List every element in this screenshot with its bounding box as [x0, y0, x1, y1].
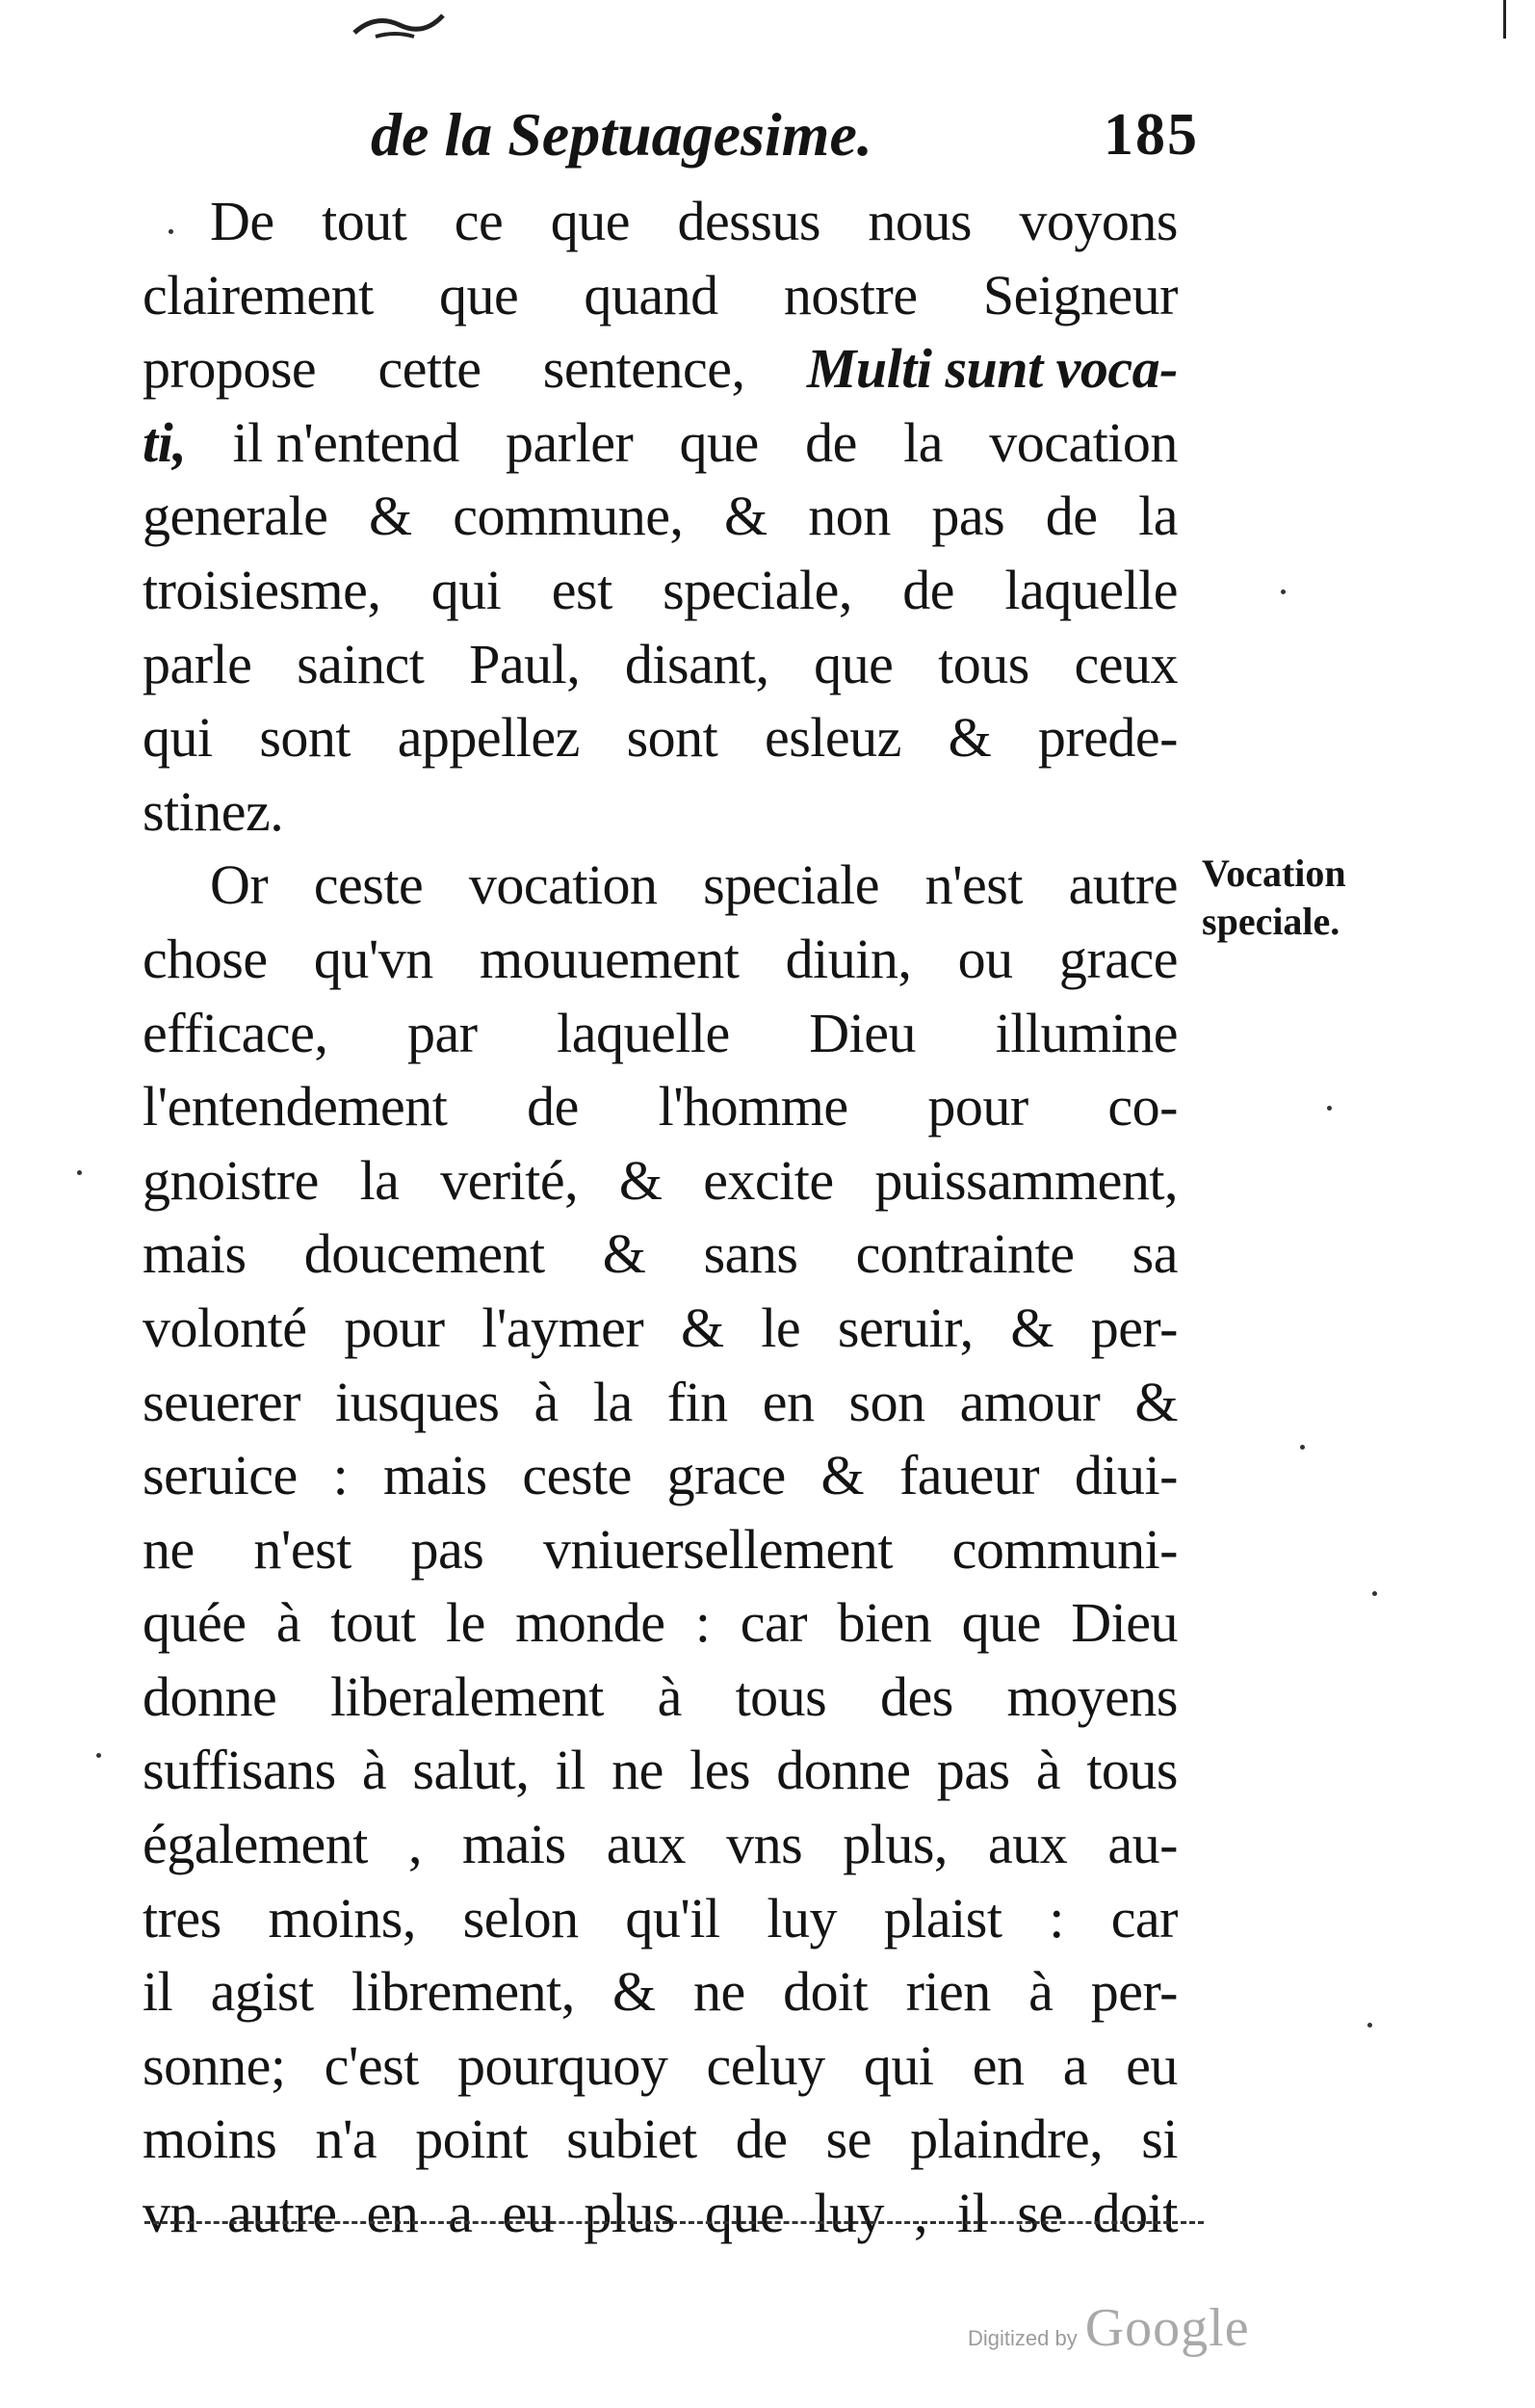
ink-speck [1372, 1591, 1377, 1596]
word: , [407, 1813, 422, 1876]
word: donne [143, 1664, 277, 1728]
word: puissamment, [874, 1148, 1178, 1212]
word: nous [868, 190, 972, 252]
word: laquelle [1004, 558, 1178, 621]
word: que [438, 263, 519, 327]
text-line [143, 185, 1178, 259]
word: à [361, 1739, 387, 1802]
word: bien [837, 1591, 932, 1655]
word: que [814, 632, 894, 695]
word: Multi sunt voca- [806, 337, 1178, 401]
word: se [1017, 2182, 1063, 2245]
word: Paul, [469, 632, 581, 695]
word: clairement [143, 263, 374, 327]
word: pas [931, 484, 1005, 548]
text-line [143, 406, 1178, 481]
word: tous [735, 1664, 827, 1728]
word: contrainte [855, 1222, 1075, 1286]
word: pour [927, 1075, 1028, 1139]
word: de [735, 2107, 788, 2171]
text-line [143, 480, 1178, 554]
word: tous [938, 632, 1029, 695]
word: fin [666, 1370, 728, 1433]
word: ceste [313, 853, 424, 917]
text-line [143, 2177, 1178, 2251]
word: stinez. [143, 779, 284, 843]
word: luy [767, 1886, 837, 1950]
word: speciale, [663, 558, 852, 621]
word: plus [584, 2182, 676, 2245]
word: à [657, 1664, 682, 1728]
word: , [913, 2182, 927, 2245]
word: pourquoy [457, 2033, 668, 2097]
word: moins [143, 2107, 277, 2171]
text-line [143, 2029, 1178, 2104]
word: autre [227, 2182, 337, 2245]
word: il [555, 1739, 585, 1802]
word: Seigneur [982, 263, 1178, 327]
word: aux [606, 1813, 686, 1876]
word: sa [1132, 1222, 1178, 1286]
word: à [533, 1370, 559, 1433]
word: tout [322, 190, 407, 252]
word: & [724, 484, 768, 548]
ink-speck [77, 1170, 82, 1175]
text-line [143, 1661, 1178, 1735]
word: grace [666, 1444, 786, 1507]
text-line [143, 1217, 1178, 1292]
ink-speck [1367, 2023, 1372, 2028]
word: per- [1090, 1296, 1178, 1359]
word: de [527, 1075, 579, 1139]
word: son [848, 1370, 925, 1433]
word: nostre [783, 263, 918, 327]
word: il [143, 1960, 173, 2024]
word: parle [143, 632, 252, 695]
digitized-label: Digitized by [968, 2326, 1078, 2350]
word: seuerer [143, 1370, 300, 1433]
bottom-dashed-rule [144, 2221, 1204, 2224]
text-line [143, 628, 1178, 702]
word: prede- [1037, 706, 1178, 770]
word: quand [584, 263, 718, 327]
text-line [143, 1586, 1178, 1661]
word: à [1035, 1739, 1061, 1802]
page-number: 185 [1104, 102, 1199, 168]
word: si [1141, 2107, 1178, 2171]
word: De [210, 190, 274, 252]
word: au- [1107, 1813, 1178, 1876]
text-line [143, 332, 1178, 406]
word: Or [210, 853, 269, 917]
word: se [825, 2107, 872, 2171]
word: donne [776, 1739, 911, 1802]
margin-note-line: Vocation [1202, 851, 1346, 895]
word: Dieu [809, 1001, 917, 1064]
ink-speck [96, 1753, 101, 1758]
text-line [143, 775, 1178, 850]
word: à [1028, 1960, 1054, 2024]
text-line [143, 1366, 1178, 1440]
word: speciale [703, 853, 879, 917]
word: ti, [143, 410, 187, 474]
google-logo: Google [1084, 2298, 1250, 2358]
word: celuy [706, 2033, 825, 2097]
word: a [448, 2182, 473, 2245]
word: mais [462, 1813, 566, 1876]
word: les [689, 1739, 751, 1802]
text-line [143, 1439, 1178, 1513]
word: excite [703, 1148, 834, 1212]
text-line [143, 1513, 1178, 1587]
word: la [1138, 484, 1178, 548]
word: la [359, 1148, 400, 1212]
word: ne [143, 1517, 195, 1581]
word: propose [143, 337, 317, 401]
word: Dieu [1071, 1591, 1178, 1655]
word: l'homme [658, 1075, 848, 1139]
word: laquelle [557, 1001, 730, 1064]
word: & [680, 1296, 724, 1359]
word: sentence, [542, 337, 745, 401]
word: volonté [143, 1296, 307, 1359]
word: a [1062, 2033, 1087, 2097]
word: cette [377, 337, 481, 401]
word: & [1134, 1370, 1178, 1433]
word: subiet [566, 2107, 697, 2171]
word: eu [1126, 2033, 1178, 2097]
word: & [612, 1960, 656, 2024]
text-line [143, 2103, 1178, 2177]
margin-note [1202, 850, 1394, 946]
text-line [143, 554, 1178, 628]
word: communi- [951, 1517, 1178, 1581]
word: disant, [624, 632, 769, 695]
ink-speck [169, 229, 173, 234]
word: co- [1107, 1075, 1178, 1139]
word: mais [143, 1222, 247, 1286]
word: le [445, 1591, 485, 1655]
word: ou [957, 927, 1013, 990]
word: est [551, 558, 612, 621]
word: plus, [843, 1813, 948, 1876]
word: plaist [883, 1886, 1002, 1950]
word: doit [783, 1960, 869, 2024]
text-line [143, 1292, 1178, 1366]
digitized-by-google-watermark [968, 2297, 1250, 2365]
running-title: de la Septuagesime. [371, 100, 872, 169]
text-line [143, 923, 1178, 997]
word: sont [259, 706, 351, 770]
word: vocation [989, 410, 1178, 474]
text-line [143, 1808, 1178, 1882]
word: amour [959, 1370, 1101, 1433]
text-line [143, 997, 1178, 1071]
ink-speck [1281, 589, 1286, 594]
word: & [948, 706, 992, 770]
word: : [694, 1591, 711, 1655]
word: ne [611, 1739, 663, 1802]
ink-speck [1327, 1106, 1332, 1111]
word: tous [1086, 1739, 1178, 1802]
word: qui [143, 706, 213, 770]
word: diui- [1074, 1444, 1178, 1507]
word: ceste [522, 1444, 632, 1507]
text-line [143, 1734, 1178, 1808]
word: commune, [453, 484, 684, 548]
word: sainct [297, 632, 425, 695]
top-ornament-smudge [347, 4, 453, 42]
word: luy [814, 2182, 884, 2245]
word: pas [936, 1739, 1010, 1802]
word: generale [143, 484, 328, 548]
word: rien [905, 1960, 991, 2024]
word: de [902, 558, 954, 621]
word: qu'vn [313, 927, 433, 990]
word: moins, [268, 1886, 416, 1950]
word: que [705, 2182, 785, 2245]
word: n'a [315, 2107, 377, 2171]
text-line [143, 1882, 1178, 1956]
word: n'est [924, 853, 1023, 917]
word: iusques [334, 1370, 500, 1433]
corner-mark [1494, 0, 1506, 39]
word: aux [988, 1813, 1068, 1876]
word: tres [143, 1886, 221, 1950]
word: que [961, 1591, 1041, 1655]
word: également [143, 1813, 368, 1876]
word: : [332, 1444, 349, 1507]
word: gnoistre [143, 1148, 319, 1212]
word: des [879, 1664, 953, 1728]
word: tout [330, 1591, 416, 1655]
word: mais [383, 1444, 487, 1507]
word: de [805, 410, 857, 474]
body-text [143, 185, 1178, 2251]
word: : [1049, 1886, 1064, 1950]
word: qui [863, 2033, 934, 2097]
word: en [762, 1370, 815, 1433]
word: & [602, 1222, 646, 1286]
word: & [1010, 1296, 1054, 1359]
word: selon [462, 1886, 579, 1950]
word: verité, [440, 1148, 579, 1212]
word: monde [515, 1591, 665, 1655]
word: pas [410, 1517, 484, 1581]
word: appellez [397, 706, 580, 770]
text-line [143, 1070, 1178, 1144]
word: ce [454, 190, 504, 252]
page-header [371, 92, 1199, 178]
word: ne [692, 1960, 745, 2024]
word: per- [1090, 1960, 1178, 2024]
word: par [407, 1001, 478, 1064]
word: efficace, [143, 1001, 328, 1064]
word: mouuement [480, 927, 740, 990]
word: le [761, 1296, 801, 1359]
word: liberalement [329, 1664, 604, 1728]
ink-speck [1300, 1445, 1305, 1450]
word: & [618, 1148, 663, 1212]
word: la [592, 1370, 633, 1433]
word: & [820, 1444, 865, 1507]
word: faueur [898, 1444, 1040, 1507]
word: eu [502, 2182, 555, 2245]
word: car [1110, 1886, 1178, 1950]
text-line [143, 849, 1178, 923]
word: vocation [468, 853, 658, 917]
word: librement, [351, 1960, 575, 2024]
word: doucement [303, 1222, 545, 1286]
word: l'entendement [143, 1075, 448, 1139]
word: esleuz [764, 706, 901, 770]
word: & [369, 484, 412, 548]
word: autre [1068, 853, 1178, 917]
word: diuin, [785, 927, 912, 990]
word: voyons [1019, 190, 1178, 252]
text-line [143, 701, 1178, 775]
word: l'aymer [481, 1296, 644, 1359]
word: point [415, 2107, 528, 2171]
word: qu'il [625, 1886, 720, 1950]
word: agist [210, 1960, 314, 2024]
text-line [143, 259, 1178, 333]
word: vniuersellement [542, 1517, 893, 1581]
word: en [972, 2033, 1025, 2097]
word: suffisans [143, 1739, 336, 1802]
word: seruir, [837, 1296, 974, 1359]
word: n'est [253, 1517, 351, 1581]
word: que [550, 190, 630, 252]
word: seruice [143, 1444, 298, 1507]
word: il [957, 2182, 988, 2245]
word: parler [506, 410, 634, 474]
word: sans [703, 1222, 798, 1286]
word: quée [143, 1591, 247, 1655]
word: à [275, 1591, 301, 1655]
word: de [1045, 484, 1098, 548]
word: grace [1058, 927, 1178, 990]
word: chose [143, 927, 268, 990]
word: c'est [324, 2033, 419, 2097]
word: non [808, 484, 891, 548]
word: pour [344, 1296, 445, 1359]
word: ceux [1074, 632, 1178, 695]
text-line [143, 1955, 1178, 2029]
word: la [903, 410, 943, 474]
word: que [679, 410, 759, 474]
word: moyens [1006, 1664, 1178, 1728]
word: salut, [412, 1739, 530, 1802]
word: doit [1092, 2182, 1178, 2245]
word: car [740, 1591, 808, 1655]
word: illumine [995, 1001, 1178, 1064]
word: troisiesme, [143, 558, 381, 621]
word: qui [430, 558, 502, 621]
word: plaindre, [910, 2107, 1104, 2171]
word: dessus [677, 190, 820, 252]
margin-note-line: speciale. [1202, 900, 1340, 943]
word: il n'entend [232, 410, 459, 474]
word: vns [726, 1813, 803, 1876]
word: en [366, 2182, 419, 2245]
word: sonne; [143, 2033, 286, 2097]
text-line [143, 1144, 1178, 1218]
word: vn [143, 2182, 197, 2245]
word: sont [626, 706, 718, 770]
